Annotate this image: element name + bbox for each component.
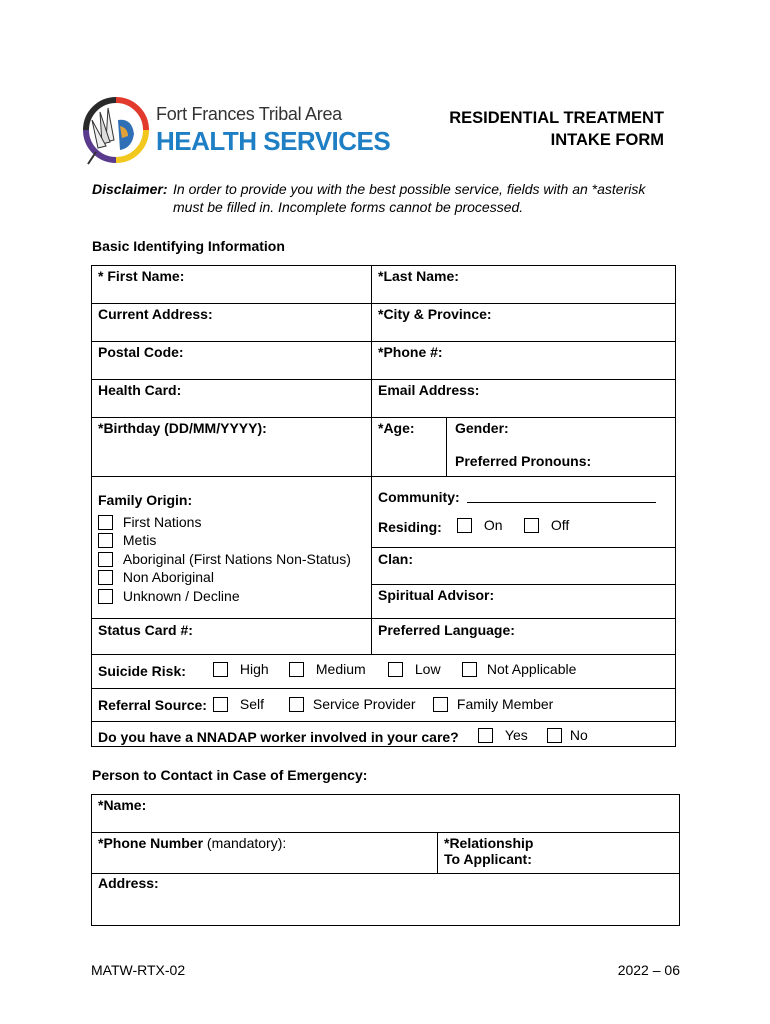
checkbox[interactable] xyxy=(98,552,113,567)
option-label: Off xyxy=(550,517,570,533)
family-origin-metis[interactable] xyxy=(98,532,156,548)
spiritual-advisor-field[interactable]: Spiritual Advisor: xyxy=(378,587,495,603)
postal-code-field[interactable]: Postal Code: xyxy=(98,344,184,360)
family-origin-aboriginal-non-status[interactable] xyxy=(98,551,351,567)
option-label: Not Applicable xyxy=(486,661,577,677)
checkbox[interactable] xyxy=(213,662,228,677)
email-field[interactable]: Email Address: xyxy=(378,382,480,398)
pronouns-field[interactable]: Preferred Pronouns: xyxy=(455,453,592,469)
checkbox[interactable] xyxy=(524,518,539,533)
suicide-risk-label: Suicide Risk: xyxy=(98,663,186,679)
checkbox[interactable] xyxy=(462,662,477,677)
referral-family-member[interactable] xyxy=(433,696,553,712)
family-origin-non-aboriginal[interactable] xyxy=(98,569,214,585)
emergency-contact-table xyxy=(91,794,680,926)
option-label: Metis xyxy=(122,532,157,548)
option-label: No xyxy=(569,727,588,743)
option-label: Family Member xyxy=(456,696,554,712)
checkbox[interactable] xyxy=(98,589,113,604)
logo xyxy=(78,90,391,170)
referral-self[interactable] xyxy=(213,696,264,712)
suicide-risk-medium[interactable] xyxy=(289,661,366,677)
residing-label: Residing: xyxy=(378,519,442,535)
option-label: Medium xyxy=(315,661,366,677)
option-label: High xyxy=(239,661,269,677)
emergency-phone-field[interactable] xyxy=(98,835,286,851)
form-title-line2: INTAKE FORM xyxy=(550,131,664,149)
relationship-label-line1[interactable]: *Relationship xyxy=(444,835,534,851)
disclaimer-line1: In order to provide you with the best possible service, fields with an *asterisk xyxy=(173,181,646,197)
family-origin-unknown-decline[interactable] xyxy=(98,588,240,604)
checkbox[interactable] xyxy=(289,697,304,712)
checkbox[interactable] xyxy=(98,570,113,585)
option-label: Service Provider xyxy=(312,696,416,712)
org-name-line2: HEALTH SERVICES xyxy=(156,126,391,156)
disclaimer-line2: must be filled in. Incomplete forms cannot be processed. xyxy=(173,199,524,215)
option-label: Unknown / Decline xyxy=(122,588,240,604)
org-name-line1: Fort Frances Tribal Area xyxy=(156,104,342,124)
option-label: First Nations xyxy=(122,514,202,530)
form-revision-date: 2022 – 06 xyxy=(617,962,680,978)
form-code: MATW-RTX-02 xyxy=(91,962,186,978)
residing-off[interactable] xyxy=(524,517,569,533)
checkbox[interactable] xyxy=(213,697,228,712)
option-label: On xyxy=(483,517,503,533)
relationship-label-line2: To Applicant: xyxy=(444,851,532,867)
community-input-line[interactable] xyxy=(467,502,656,503)
checkbox[interactable] xyxy=(388,662,403,677)
emergency-phone-label: *Phone Number xyxy=(98,835,204,851)
checkbox[interactable] xyxy=(457,518,472,533)
emergency-address-field[interactable]: Address: xyxy=(98,875,159,891)
option-label: Non Aboriginal xyxy=(122,569,214,585)
option-label: Self xyxy=(239,696,265,712)
community-label: Community: xyxy=(378,489,460,505)
age-field[interactable]: *Age: xyxy=(378,420,415,436)
gender-field[interactable]: Gender: xyxy=(455,420,509,436)
checkbox[interactable] xyxy=(433,697,448,712)
emergency-phone-note: (mandatory): xyxy=(206,835,287,851)
clan-field[interactable]: Clan: xyxy=(378,551,413,567)
current-address-field[interactable]: Current Address: xyxy=(98,306,213,322)
phone-field[interactable]: *Phone #: xyxy=(378,344,443,360)
nnadap-no[interactable] xyxy=(547,727,588,743)
residing-on[interactable] xyxy=(457,517,503,533)
section-basic-heading: Basic Identifying Information xyxy=(92,238,285,254)
checkbox[interactable] xyxy=(289,662,304,677)
disclaimer-label: Disclaimer: xyxy=(92,181,168,197)
status-card-field[interactable]: Status Card #: xyxy=(98,622,193,638)
checkbox[interactable] xyxy=(98,533,113,548)
option-label: Aboriginal (First Nations Non-Status) xyxy=(122,551,351,567)
form-title-line1: RESIDENTIAL TREATMENT xyxy=(449,109,664,127)
health-card-field[interactable]: Health Card: xyxy=(98,382,182,398)
emergency-name-field[interactable]: *Name: xyxy=(98,797,147,813)
checkbox[interactable] xyxy=(478,728,493,743)
preferred-language-field[interactable]: Preferred Language: xyxy=(378,622,515,638)
nnadap-yes[interactable] xyxy=(478,727,528,743)
option-label: Yes xyxy=(504,727,528,743)
checkbox[interactable] xyxy=(547,728,562,743)
last-name-field[interactable]: *Last Name: xyxy=(378,268,459,284)
logo-emblem-icon xyxy=(78,90,154,170)
section-emergency-heading: Person to Contact in Case of Emergency: xyxy=(92,767,368,783)
family-origin-first-nations[interactable] xyxy=(98,514,201,530)
first-name-field[interactable]: * First Name: xyxy=(98,268,185,284)
referral-source-label: Referral Source: xyxy=(98,697,207,713)
referral-service-provider[interactable] xyxy=(289,696,416,712)
suicide-risk-not-applicable[interactable] xyxy=(462,661,576,677)
family-origin-label: Family Origin: xyxy=(98,492,193,508)
city-province-field[interactable]: *City & Province: xyxy=(378,306,492,322)
birthday-field[interactable]: *Birthday (DD/MM/YYYY): xyxy=(98,420,267,436)
option-label: Low xyxy=(414,661,441,677)
nnadap-question: Do you have a NNADAP worker involved in your care? xyxy=(98,729,459,745)
suicide-risk-low[interactable] xyxy=(388,661,441,677)
checkbox[interactable] xyxy=(98,515,113,530)
suicide-risk-high[interactable] xyxy=(213,661,269,677)
